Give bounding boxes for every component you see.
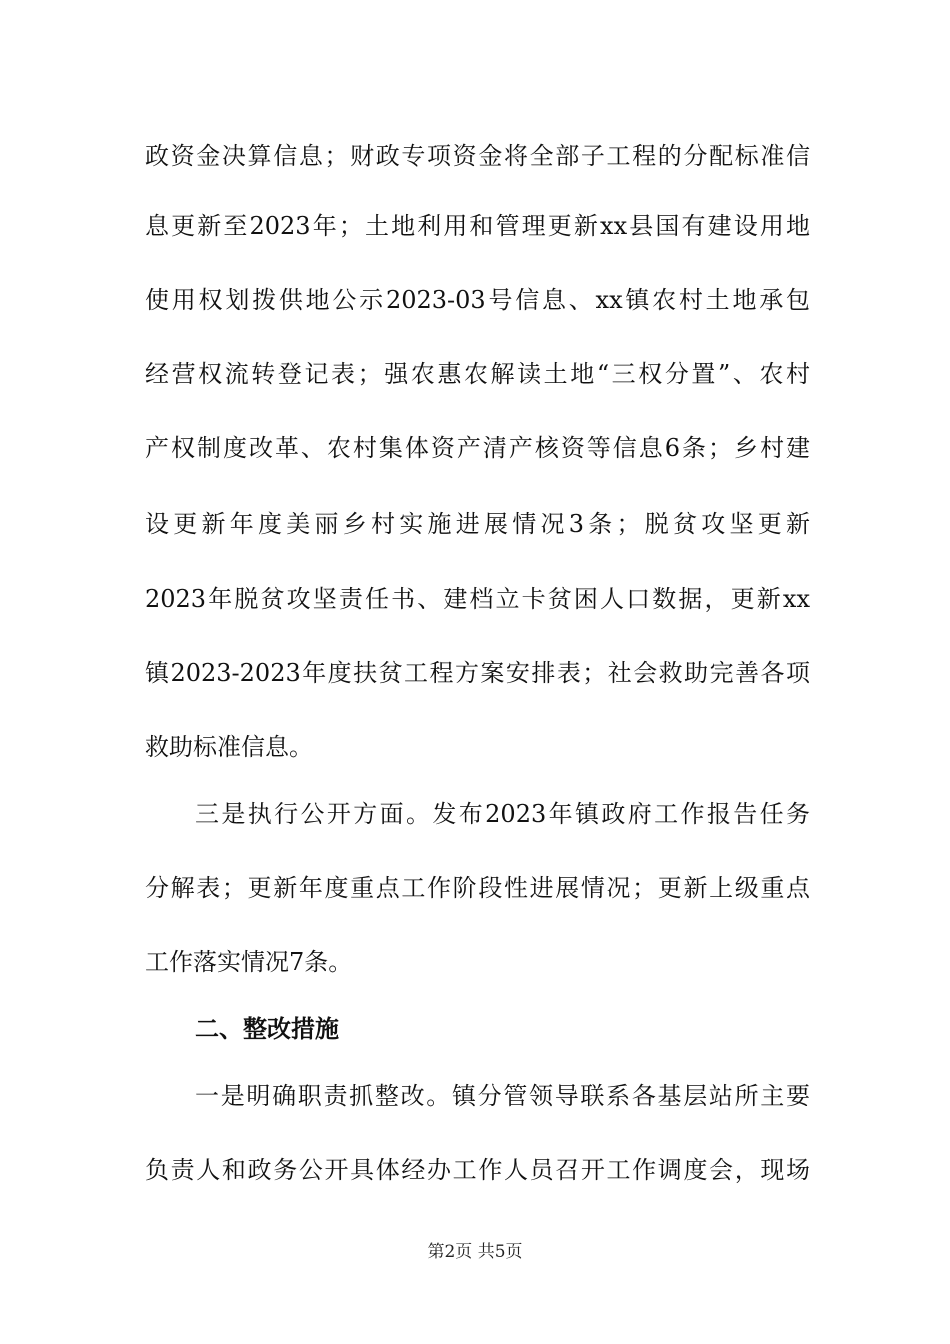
section-heading: 二、整改措施 — [195, 1015, 339, 1043]
paragraph-line: 设更新年度美丽乡村实施进展情况3条；脱贫攻坚更新 — [145, 510, 810, 538]
page-number-footer: 第2页 共5页 — [427, 1242, 523, 1262]
paragraph-line: 负责人和政务公开具体经办工作人员召开工作调度会，现场 — [145, 1156, 810, 1184]
paragraph-line: 2023年脱贫攻坚责任书、建档立卡贫困人口数据，更新xx — [145, 585, 810, 613]
paragraph-line: 分解表；更新年度重点工作阶段性进展情况；更新上级重点 — [145, 874, 810, 902]
paragraph-line: 工作落实情况7条。 — [145, 948, 353, 976]
paragraph-line: 镇2023-2023年度扶贫工程方案安排表；社会救助完善各项 — [145, 659, 810, 687]
paragraph-line: 一是明确职责抓整改。镇分管领导联系各基层站所主要 — [195, 1082, 810, 1110]
paragraph-line: 使用权划拨供地公示2023-03号信息、xx镇农村土地承包 — [145, 286, 810, 314]
paragraph-line: 政资金决算信息；财政专项资金将全部子工程的分配标准信 — [145, 142, 810, 170]
paragraph-line: 息更新至2023年；土地利用和管理更新xx县国有建设用地 — [145, 212, 810, 240]
paragraph-line: 三是执行公开方面。发布2023年镇政府工作报告任务 — [195, 800, 810, 828]
paragraph-line: 救助标准信息。 — [145, 733, 313, 761]
paragraph-line: 经营权流转登记表；强农惠农解读土地“三权分置”、农村 — [145, 360, 810, 388]
paragraph-line: 产权制度改革、农村集体资产清产核资等信息6条；乡村建 — [145, 434, 810, 462]
